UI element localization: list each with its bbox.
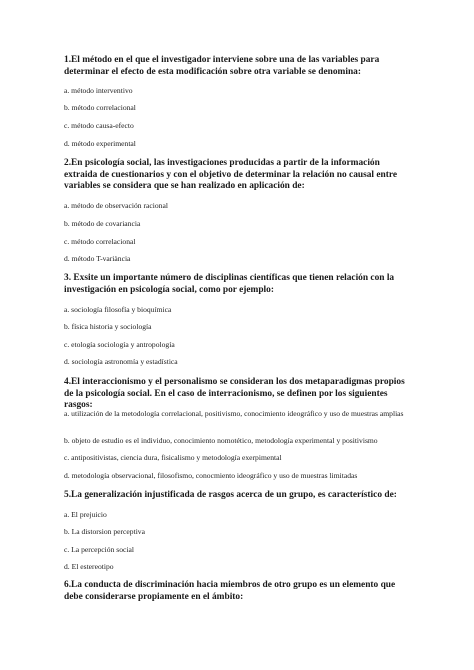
question-4: 4.El interaccionismo y el personalismo se consideran los dos metaparadigmas propios de la psicología social. En el caso de interracionismo, se definen por los siguientes rasgos: <box>64 377 405 410</box>
question-6: 6.La conducta de discriminación hacia miembros de otro grupo es un elemento que debe considerarse propiamente en el ámbito: <box>64 580 396 602</box>
question-5: 5.La generalización injustificada de rasgos acerca de un grupo, es característico de: <box>64 490 397 500</box>
question-1-option-b: b. método correlacional <box>64 103 136 112</box>
question-2-option-b: b. método de covariancia <box>64 219 141 228</box>
question-3-option-b: b. física historia y sociología <box>64 322 152 331</box>
question-4-option-b: b. objeto de estudio es el individuo, conocimiento nomotético, metodología experimental y positivismo <box>64 436 378 445</box>
question-5-option-c: c. La percepción social <box>64 545 134 554</box>
question-2: 2.En psicología social, las investigaciones producidas a partir de la información extraida de cuestionarios y con el objetivo de determinar la relación no causal entre variables se considera que se han realizado en aplicación de: <box>64 158 398 191</box>
question-5-option-d: d. El estereotipo <box>64 562 114 571</box>
question-1-option-c: c. método causa-efecto <box>64 121 134 130</box>
question-3-option-c: c. etología sociología y antropología <box>64 340 175 349</box>
question-4-option-a: a. utilización de la metodología correlacional, positivismo, conocimiento ideográfico y uso de muestras amplias <box>64 409 404 418</box>
question-2-option-d: d. método T-variància <box>64 254 131 263</box>
question-5-option-a: a. El prejuicio <box>64 510 107 519</box>
question-4-option-c: c. antipositivistas, ciencia dura, fisicalismo y metodología exerpimental <box>64 453 282 462</box>
question-2-option-c: c. método correlacional <box>64 237 136 246</box>
question-1: 1.El método en el que el investigador interviene sobre una de las variables para determinar el efecto de esta modificación sobre otra variable se denomina: <box>64 55 380 77</box>
question-3-option-a: a. sociología filosofía y bioquímica <box>64 305 172 314</box>
question-1-option-a: a. método interventivo <box>64 86 133 95</box>
question-5-option-b: b. La distorsion perceptiva <box>64 527 145 536</box>
question-4-option-d: d. metodología observacional, filosofismo, conocmiento ideográfico y uso de muestras limitadas <box>64 471 358 480</box>
question-3-option-d: d. sociología astronomía y estadística <box>64 357 178 366</box>
question-3: 3. Exsite un importante número de disciplinas científicas que tienen relación con la investigación en psicología social, como por ejemplo: <box>64 273 395 295</box>
question-2-option-a: a. método de observación racional <box>64 201 168 210</box>
question-1-option-d: d. método experimental <box>64 139 136 148</box>
